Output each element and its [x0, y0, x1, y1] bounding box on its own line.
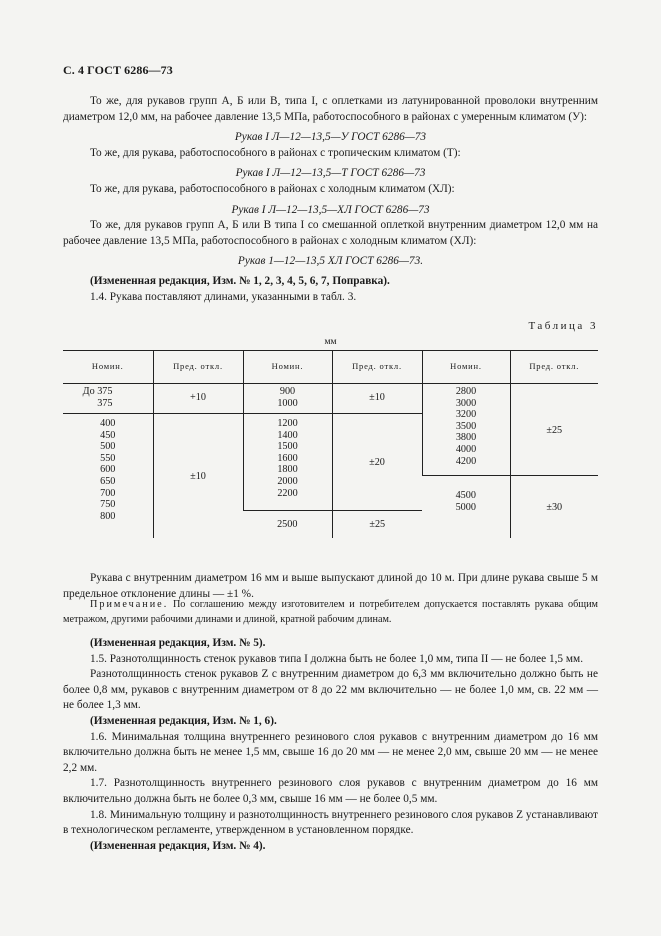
paragraph: 1.6. Минимальная толщина внутреннего резинового слоя рукавов с внутренним диаметром до 16 мм включительно должна быть не менее 1,5 мм, свыше 16 до 20 мм — не менее 2,0 мм, свыше 20 мм — не менее 2,2 мм. — [63, 730, 598, 774]
table-cell: 2500 — [277, 519, 298, 531]
designation-example: Рукав I Л—12—13,5—ХЛ ГОСТ 6286—73 — [231, 203, 430, 216]
table-caption-text: Таблица 3 — [528, 320, 598, 332]
table-cell: ±10 — [153, 414, 243, 539]
table-cell: 2800 3000 3200 3500 3800 4000 4200 — [422, 384, 510, 476]
paragraph: То же, для рукавов групп А, Б или В типа I со смешанной оплеткой внутренним диаметром 12,0 мм на рабочее давление 13,5 МПа, работоспособного в районах с холодным климатом (ХЛ): — [63, 219, 598, 247]
table-cell: ±25 — [332, 510, 422, 538]
paragraph: То же, для рукава, работоспособного в районах с тропическим климатом (Т): — [90, 146, 461, 159]
paragraph: 1.7. Разнотолщинность внутреннего резинового слоя рукавов с внутренним диаметром до 16 мм включительно должна быть не более 0,3 мм, свыше 16 мм — не более 0,5 мм. — [63, 777, 598, 805]
paragraph: Разнотолщинность стенок рукавов Z с внутренним диаметром до 6,3 мм включительно должно быть не более 0,8 мм, рукавов с внутренним диаметром от 8 до 22 мм включительно — не более 1,0 мм, св. 22 мм — не более 1,3 мм. — [63, 668, 598, 712]
amendment-note: (Измененная редакция, Изм. № 5). — [90, 637, 266, 649]
column-header: Пред. откл. — [332, 351, 422, 384]
column-header: Номин. — [63, 351, 153, 384]
column-header: Пред. откл. — [153, 351, 243, 384]
table-caption — [528, 320, 598, 332]
text-block-top — [63, 94, 598, 305]
table-cell: До 375 375 — [63, 384, 153, 414]
table-cell: 900 1000 — [243, 384, 332, 414]
page-header: С. 4 ГОСТ 6286—73 — [63, 63, 173, 77]
paragraph: То же, для рукава, работоспособного в районах с холодным климатом (ХЛ): — [90, 182, 455, 195]
table-cell: ±30 — [510, 476, 598, 539]
table-cell: 4500 5000 — [455, 490, 476, 513]
paragraph: 1.4. Рукава поставляют длинами, указанными в табл. 3. — [90, 290, 357, 303]
paragraph: 1.5. Разнотолщинность стенок рукавов типа I должна быть не более 1,0 мм, типа II — не более 1,5 мм. — [90, 652, 584, 665]
paragraph: То же, для рукавов групп А, Б или В, типа I, с оплетками из латунированной проволоки внутренним диаметром 12,0 мм, на рабочее давление 13,5 МПа, работоспособного в районах с умеренным климатом (У): — [63, 95, 598, 123]
length-table — [63, 350, 598, 538]
column-header: Пред. откл. — [510, 351, 598, 384]
amendment-note: (Измененная редакция, Изм. № 1, 6). — [90, 714, 277, 727]
table-cell: 1200 1400 1500 1600 1800 2000 2200 — [243, 414, 332, 511]
amendment-note: (Измененная редакция, Изм. № 4). — [90, 839, 266, 852]
table-cell: ±10 — [332, 384, 422, 414]
table-cell: 400 450 500 550 600 650 700 750 800 — [100, 418, 116, 522]
designation-example: Рукав I Л—12—13,5—Т ГОСТ 6286—73 — [235, 167, 426, 180]
column-header: Номин. — [422, 351, 510, 384]
paragraph: Рукава с внутренним диаметром 16 мм и выше выпускают длиной до 10 м. При длине рукава свыше 5 м предельное отклонение длины — ±1 %. — [63, 572, 598, 600]
table-cell: ±25 — [510, 384, 598, 476]
note-paragraph — [63, 598, 598, 627]
column-header: Номин. — [243, 351, 332, 384]
note-block — [63, 598, 598, 627]
paragraph: 1.8. Минимальную толщину и разнотолщинность внутреннего резинового слоя рукавов Z устанавливают в технологическом регламенте, утвержденном в установленном порядке. — [63, 808, 598, 837]
table-row — [63, 384, 598, 414]
text-block-bottom — [63, 636, 598, 854]
amendment-note: (Измененная редакция, Изм. № 1, 2, 3, 4, 5, 6, 7, Поправка). — [90, 274, 390, 287]
note-text: По соглашению между изготовителем и потребителем допускается поставлять рукава общим метражом, другими рабочими длинами и длиной, кратной рабочим длинам. — [63, 599, 599, 625]
note-label: Примечание. — [90, 599, 169, 610]
table-cell: +10 — [153, 384, 243, 414]
table-unit: мм — [324, 337, 337, 347]
table-cell: ±20 — [332, 414, 422, 511]
table-header-row — [63, 351, 598, 384]
designation-example: Рукав 1—12—13,5 ХЛ ГОСТ 6286—73. — [237, 255, 424, 268]
designation-example: Рукав I Л—12—13,5—У ГОСТ 6286—73 — [234, 131, 427, 144]
